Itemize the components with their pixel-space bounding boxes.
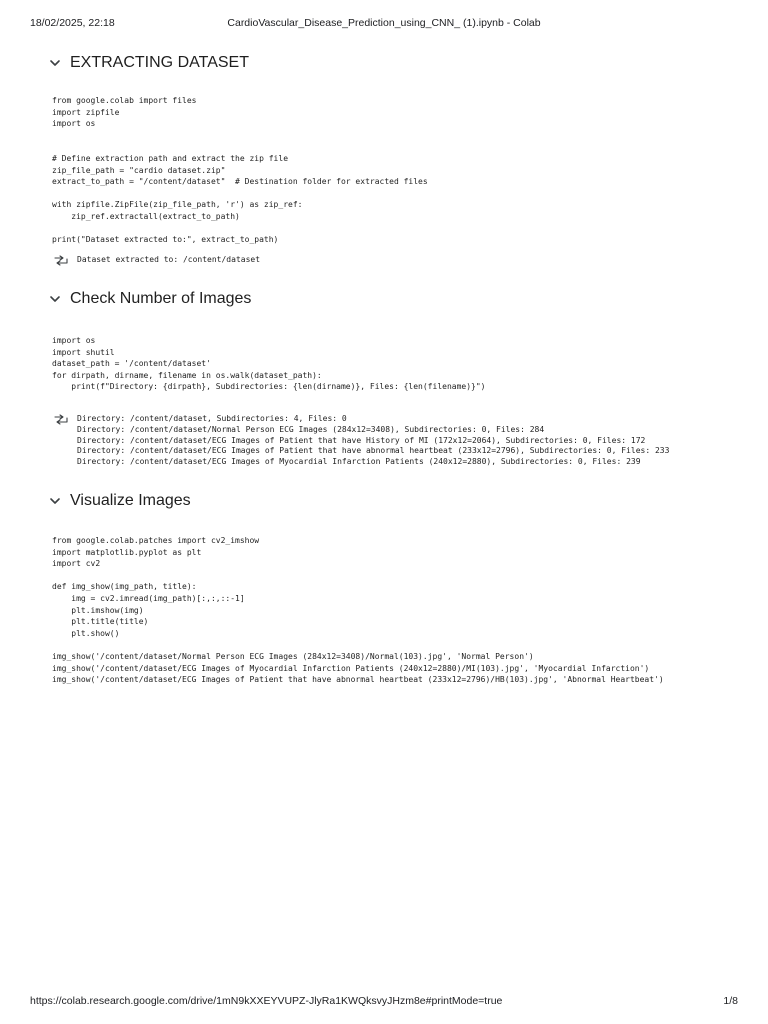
code-line (52, 141, 428, 153)
code-line: zip_ref.extractall(extract_to_path) (52, 211, 240, 221)
output-arrow-icon[interactable] (53, 255, 69, 267)
output-text (77, 414, 669, 468)
code-line: def img_show(img_path, title): (52, 582, 197, 592)
code-line (52, 570, 664, 582)
document-title: CardioVascular_Disease_Prediction_using_CNN_ (1).ipynb - Colab (227, 17, 541, 29)
chevron-down-icon[interactable] (47, 55, 63, 71)
code-line (52, 188, 428, 200)
code-line: for dirpath, dirname, filename in os.walk(dataset_path): (52, 370, 322, 380)
code-cell-visualize[interactable] (52, 535, 664, 686)
code-line: print(f"Directory: {dirpath}, Subdirectories: {len(dirname)}, Files: {len(filename)}") (52, 382, 486, 392)
output-line: Directory: /content/dataset/ECG Images of Patient that have History of MI (172x12=2064), Subdirectories: 0, Files: 172 (77, 435, 646, 445)
code-line (52, 639, 664, 651)
output-line: Directory: /content/dataset/ECG Images of Myocardial Infarction Patients (240x12=2880), Subdirectories: 0, Files: 239 (77, 457, 641, 467)
code-line: from google.colab import files (52, 96, 197, 105)
output-line: Directory: /content/dataset, Subdirectories: 4, Files: 0 (77, 414, 347, 423)
section-heading-check-number-of-images[interactable] (47, 288, 251, 310)
section-heading-extracting-dataset[interactable] (47, 52, 249, 74)
code-line: print("Dataset extracted to:", extract_to_path) (52, 235, 279, 245)
code-line: extract_to_path = "/content/dataset" # Destination folder for extracted files (52, 177, 428, 187)
code-line: img = cv2.imread(img_path)[:,:,::-1] (52, 593, 245, 603)
code-line: img_show('/content/dataset/ECG Images of Patient that have abnormal heartbeat (233x12=2796)/HB(103).jpg', 'Abnormal Heartbeat') (52, 675, 664, 685)
code-line: import os (52, 119, 96, 129)
output-text (77, 255, 260, 266)
code-line (52, 130, 428, 142)
section-title: EXTRACTING DATASET (70, 54, 249, 71)
section-heading-visualize-images[interactable] (47, 490, 191, 512)
code-line: import matplotlib.pyplot as plt (52, 547, 202, 557)
section-title: Check Number of Images (70, 290, 252, 307)
code-cell-check-images[interactable] (52, 335, 485, 393)
code-line: from google.colab.patches import cv2_imshow (52, 536, 260, 545)
code-line: with zipfile.ZipFile(zip_file_path, 'r') as zip_ref: (52, 200, 303, 210)
code-line: img_show('/content/dataset/ECG Images of Myocardial Infarction Patients (240x12=2880)/MI(103).jpg', 'Myocardial Infarction') (52, 663, 650, 673)
code-line: import os (52, 336, 96, 345)
code-line: plt.title(title) (52, 617, 149, 627)
print-footer (30, 995, 738, 1009)
chevron-down-icon[interactable] (47, 291, 63, 307)
page-number: 1/8 (723, 995, 738, 1007)
code-line: plt.imshow(img) (52, 605, 144, 615)
code-line: plt.show() (52, 628, 120, 638)
code-line: import shutil (52, 347, 115, 357)
section-title: Visualize Images (70, 492, 191, 509)
output-line: Dataset extracted to: /content/dataset (77, 255, 261, 264)
code-line: # Define extraction path and extract the zip file (52, 153, 289, 163)
code-line: zip_file_path = "cardio dataset.zip" (52, 165, 226, 175)
code-line: import cv2 (52, 559, 101, 569)
output-arrow-icon[interactable] (53, 414, 69, 426)
output-line: Directory: /content/dataset/ECG Images of Patient that have abnormal heartbeat (233x12=2796), Subdirectories: 0, Files: 233 (77, 446, 670, 456)
print-header (30, 17, 738, 31)
code-line: dataset_path = '/content/dataset' (52, 359, 211, 369)
code-cell-extract[interactable] (52, 95, 428, 246)
code-line: img_show('/content/dataset/Normal Person ECG Images (284x12=3408)/Normal(103).jpg', 'Normal Person') (52, 651, 534, 661)
code-line: import zipfile (52, 107, 120, 117)
print-date: 18/02/2025, 22:18 (30, 17, 115, 29)
output-line: Directory: /content/dataset/Normal Person ECG Images (284x12=3408), Subdirectories: 0, Files: 284 (77, 424, 545, 434)
page-url: https://colab.research.google.com/drive/1mN9kXXEYVUPZ-JlyRa1KWQksvyJHzm8e#printMode=true (30, 995, 503, 1007)
chevron-down-icon[interactable] (47, 493, 63, 509)
code-line (52, 223, 428, 235)
